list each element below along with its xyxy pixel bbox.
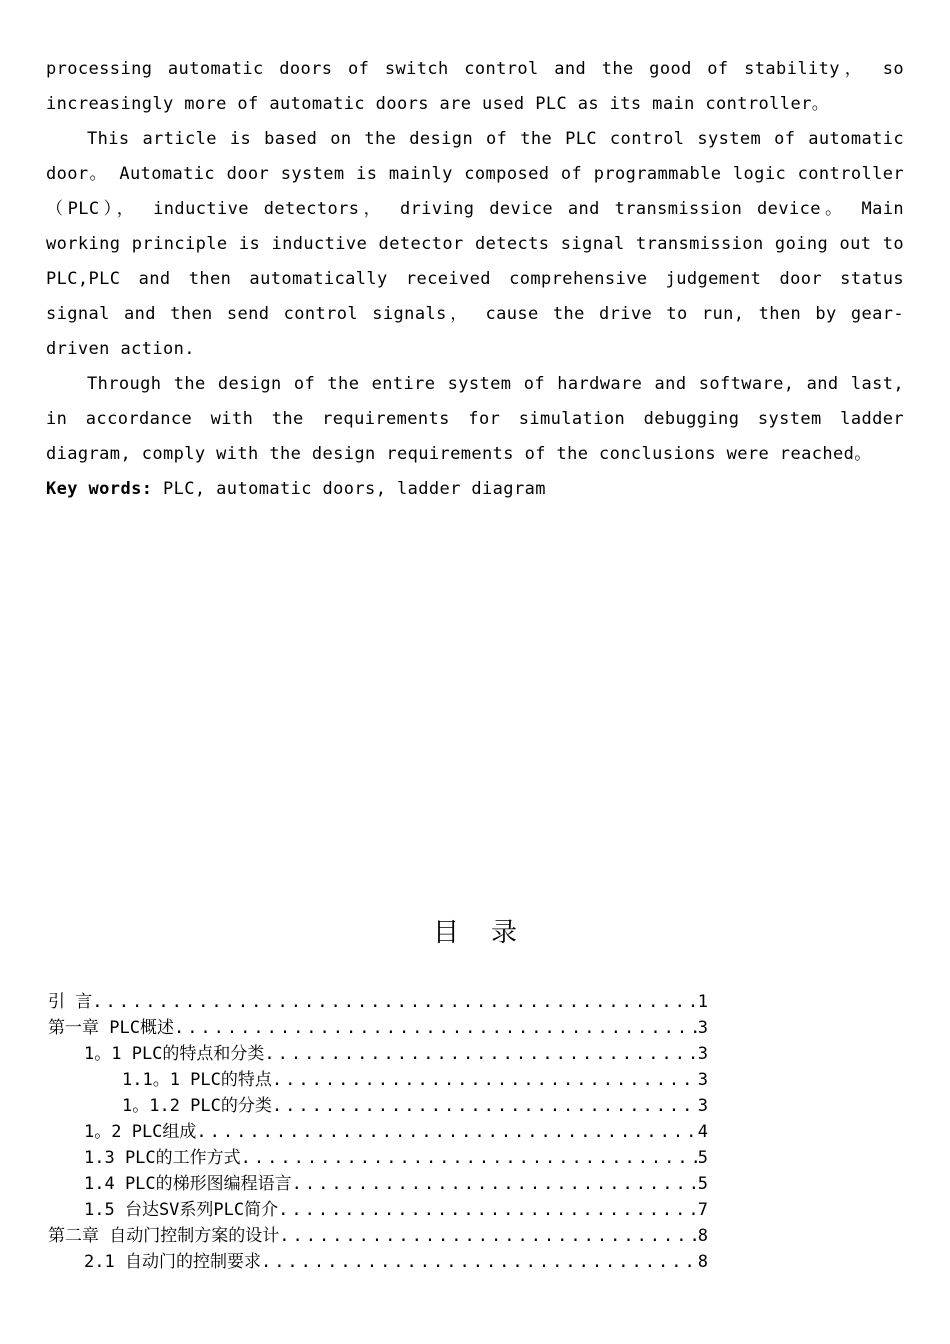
keywords-line — [46, 472, 904, 507]
abstract-paragraph-1: processing automatic doors of switch control and the good of stability， so increasingly more of automatic doors are used PLC as its main controller。 — [46, 59, 904, 114]
toc-page-number: 3 — [697, 1044, 708, 1064]
toc-page-number: 5 — [697, 1174, 708, 1194]
toc-entry-text: 1.4 PLC的梯形图编程语言 — [84, 1174, 292, 1194]
toc-entry-1-1-1[interactable] — [48, 1065, 708, 1091]
toc-leader-dots — [278, 1200, 698, 1220]
toc-entry-text: 1.5 台达SV系列PLC简介 — [84, 1200, 279, 1220]
toc-entry-1-5[interactable] — [48, 1195, 708, 1221]
toc-entry-text: 2.1 自动门的控制要求 — [84, 1252, 261, 1272]
toc-leader-dots — [241, 1148, 698, 1168]
abstract-paragraph-2: This article is based on the design of the PLC control system of automatic door。 Automatic door system is mainly composed of programmable logic controller （PLC）， inductive detectors， driving device and transmission device。 Main working principle is inductive detector detects signal transmission going out to PLC,PLC and then automatically received comprehensive judgement door status signal and then send control signals， cause the drive to run, then by gear-driven action. — [46, 129, 904, 359]
abstract-paragraph-3: Through the design of the entire system of hardware and software, and last, in accordance with the requirements for simulation debugging system ladder diagram, comply with the design requirements of the conclusions were reached。 — [46, 374, 904, 464]
toc-leader-dots — [272, 1070, 698, 1090]
toc-page-number: 4 — [697, 1122, 708, 1142]
toc-entry-2-1[interactable] — [48, 1247, 708, 1273]
toc-page-number: 3 — [697, 1018, 708, 1038]
toc-entry-1-1[interactable] — [48, 1039, 708, 1065]
toc-leader-dots — [279, 1226, 698, 1246]
abstract-section — [46, 52, 904, 507]
toc-page-number: 8 — [697, 1252, 708, 1272]
toc-entry-text: 第一章 PLC概述 — [48, 1018, 174, 1038]
table-of-contents — [48, 987, 708, 1273]
toc-entry-1-2[interactable] — [48, 1117, 708, 1143]
toc-entry-text: 1.1。1 PLC的特点 — [122, 1070, 272, 1090]
toc-page-number: 8 — [697, 1226, 708, 1246]
toc-page-number: 7 — [697, 1200, 708, 1220]
toc-entry-1-1-2[interactable] — [48, 1091, 708, 1117]
toc-entry-chapter-2[interactable] — [48, 1221, 708, 1247]
toc-leader-dots — [292, 1174, 698, 1194]
toc-page-number: 3 — [697, 1070, 708, 1090]
toc-entry-text: 1.3 PLC的工作方式 — [84, 1148, 241, 1168]
toc-page-number: 5 — [697, 1148, 708, 1168]
toc-leader-dots — [264, 1044, 697, 1064]
toc-leader-dots — [261, 1252, 698, 1272]
toc-entry-text: 引 言 — [48, 992, 93, 1012]
toc-leader-dots — [92, 992, 698, 1012]
toc-leader-dots — [174, 1018, 698, 1038]
toc-leader-dots — [196, 1122, 697, 1142]
toc-page-number: 3 — [697, 1096, 708, 1116]
keywords-label: Key words: — [46, 479, 153, 499]
toc-entry-1-4[interactable] — [48, 1169, 708, 1195]
toc-entry-chapter-1[interactable] — [48, 1013, 708, 1039]
toc-entry-introduction[interactable] — [48, 987, 708, 1013]
keywords-text: PLC, automatic doors, ladder diagram — [152, 479, 546, 499]
toc-entry-text: 1。1.2 PLC的分类 — [122, 1096, 272, 1116]
toc-entry-text: 第二章 自动门控制方案的设计 — [48, 1226, 280, 1246]
toc-page-number: 1 — [697, 992, 708, 1012]
toc-entry-1-3[interactable] — [48, 1143, 708, 1169]
toc-title: 目录 — [432, 918, 549, 948]
toc-entry-text: 1。2 PLC组成 — [84, 1122, 197, 1142]
toc-leader-dots — [272, 1096, 698, 1116]
toc-entry-text: 1。1 PLC的特点和分类 — [84, 1044, 265, 1064]
